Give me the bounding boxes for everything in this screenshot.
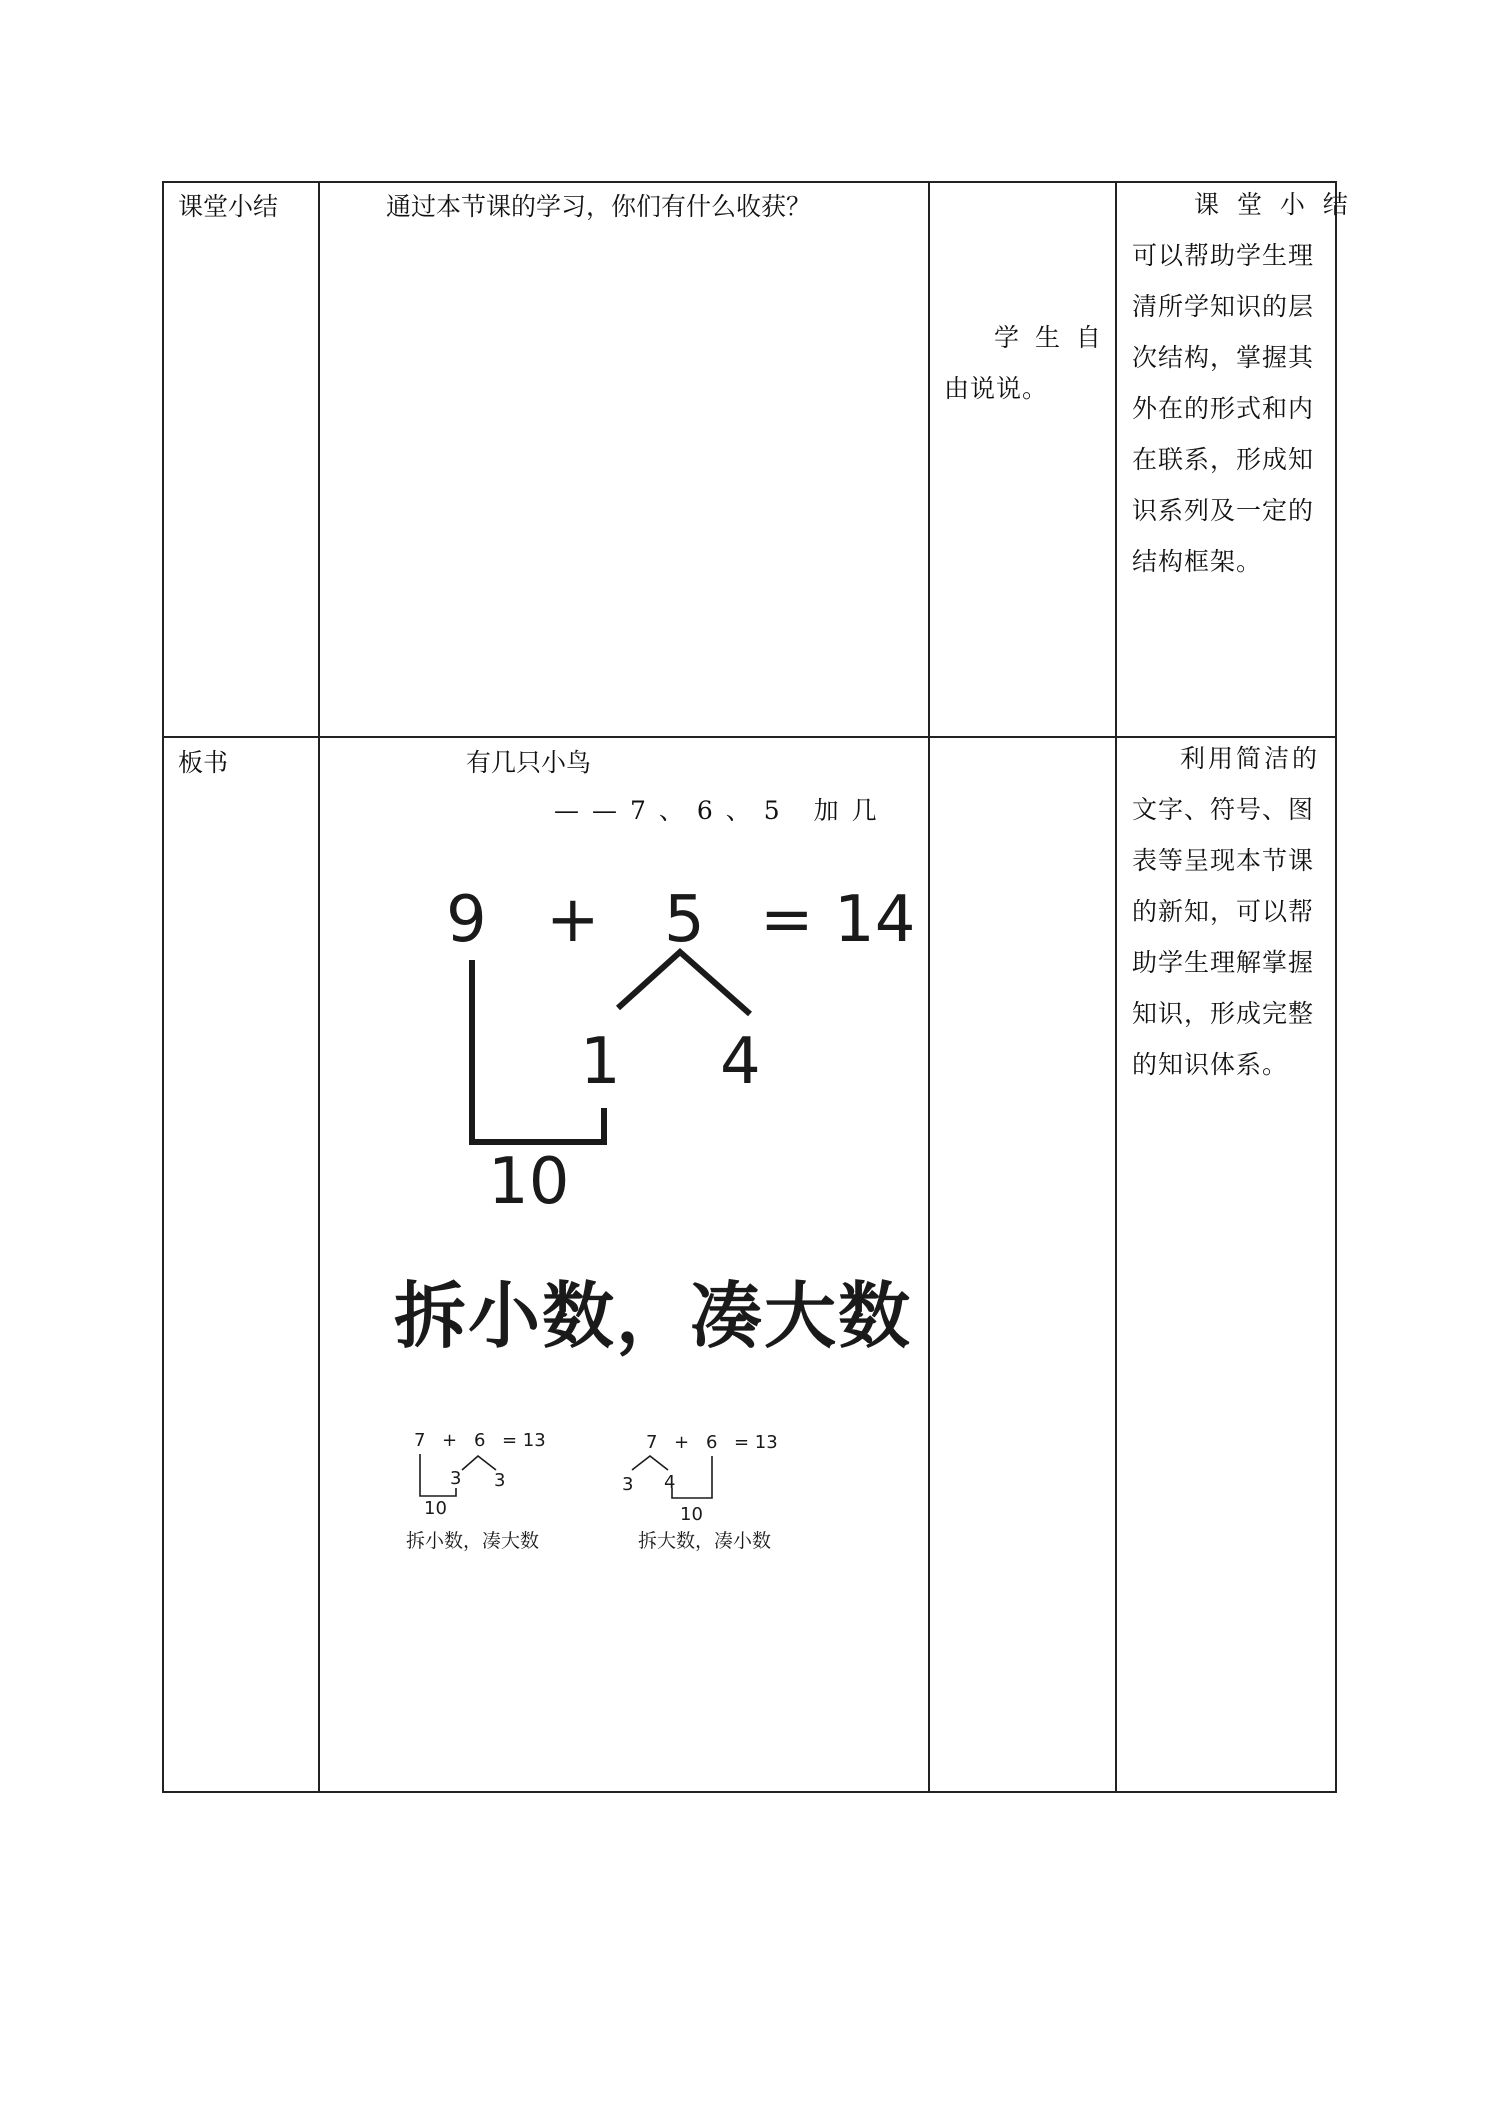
board-subtitle: ——7、6、5 加几 [554, 796, 890, 825]
ex2-caption: 拆大数，凑小数 [638, 1530, 772, 1552]
column-divider [1115, 181, 1117, 1792]
addend-b: 5 [664, 883, 705, 957]
design-intent-line: 课 堂 小 结 [1194, 190, 1353, 219]
row-label-summary: 课堂小结 [178, 192, 279, 221]
design-intent-line: 外在的形式和内 [1132, 394, 1315, 423]
make-ten: 10 [488, 1145, 570, 1219]
design-intent-line: 的新知，可以帮 [1132, 897, 1315, 926]
table-border-right [1335, 181, 1337, 1792]
ex1-addend-a: 7 [414, 1430, 426, 1451]
student-activity-line: 由说说。 [944, 374, 1049, 403]
table-border-bottom [162, 1791, 1337, 1793]
row-divider [162, 736, 1337, 738]
column-divider [318, 181, 320, 1792]
ex2-plus: + [674, 1432, 690, 1453]
design-intent-line: 识系列及一定的 [1132, 496, 1315, 525]
ex1-ten: 10 [424, 1498, 447, 1519]
split-part-1: 1 [580, 1025, 621, 1099]
student-activity-line: 学 生 自 [994, 323, 1105, 352]
row-label-board: 板书 [178, 748, 229, 777]
design-intent-line: 助学生理解掌握 [1132, 948, 1315, 977]
board-title: 有几只小鸟 [466, 748, 592, 777]
ex1-result: = 13 [502, 1430, 546, 1451]
ex2-addend-b: 6 [706, 1432, 718, 1453]
design-intent-line: 的知识体系。 [1132, 1050, 1289, 1079]
ex2-part-2: 4 [664, 1472, 676, 1493]
design-intent-line: 次结构，掌握其 [1132, 343, 1315, 372]
design-intent-line: 表等呈现本节课 [1132, 846, 1315, 875]
summary-question: 通过本节课的学习，你们有什么收获？ [386, 192, 812, 221]
ex2-part-1: 3 [622, 1474, 634, 1495]
ex1-plus: + [442, 1430, 458, 1451]
ex1-part-1: 3 [450, 1468, 462, 1489]
board-slogan: 拆小数，凑大数 [394, 1274, 913, 1358]
design-intent-line: 知识，形成完整 [1132, 999, 1315, 1028]
design-intent-line: 在联系，形成知 [1132, 445, 1315, 474]
addend-a: 9 [446, 883, 487, 957]
column-divider [928, 181, 930, 1792]
ex1-caption: 拆小数，凑大数 [406, 1530, 540, 1552]
ex2-result: = 13 [734, 1432, 778, 1453]
table-border-left [162, 181, 164, 1792]
sum-result: = 14 [760, 883, 916, 957]
design-intent-line: 利用简洁的 [1180, 744, 1321, 773]
ex2-addend-a: 7 [646, 1432, 658, 1453]
design-intent-line: 文字、符号、图 [1132, 795, 1315, 824]
design-intent-line: 清所学知识的层 [1132, 292, 1315, 321]
ex1-addend-b: 6 [474, 1430, 486, 1451]
design-intent-line: 结构框架。 [1132, 547, 1263, 576]
table-border-top [162, 181, 1337, 183]
ex2-ten: 10 [680, 1504, 703, 1525]
ex1-part-2: 3 [494, 1470, 506, 1491]
plus-sign: + [546, 883, 600, 957]
split-part-2: 4 [720, 1025, 761, 1099]
design-intent-line: 可以帮助学生理 [1132, 241, 1315, 270]
